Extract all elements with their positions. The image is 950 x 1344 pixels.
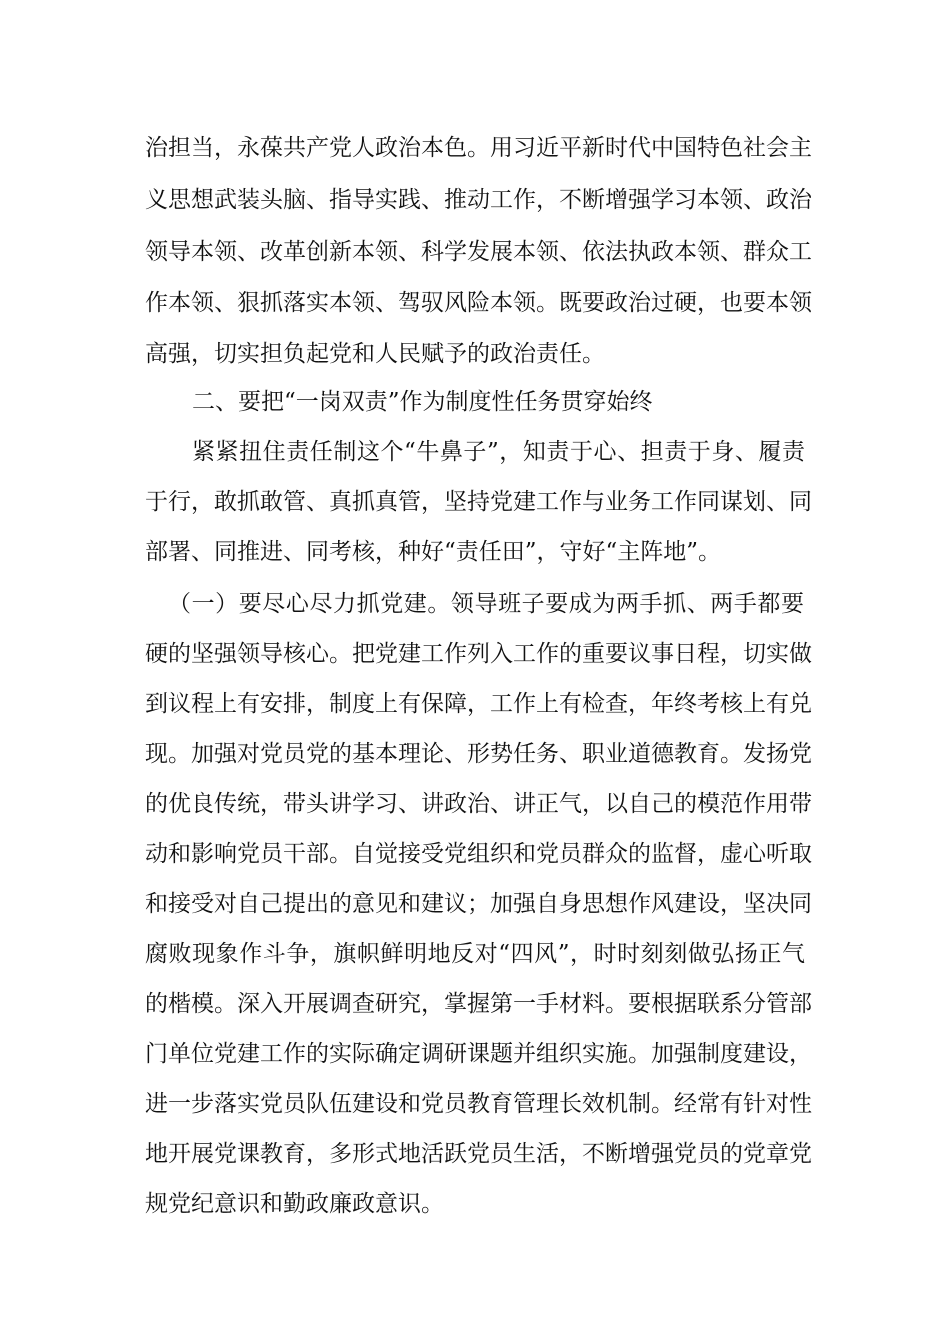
paragraph-line: 门单位党建工作的实际确定调研课题并组织实施。加强制度建设， <box>145 1041 812 1067</box>
paragraph-line: （一）要尽心尽力抓党建。领导班子要成为两手抓、两手都要 <box>168 591 804 617</box>
paragraph-line: 规党纪意识和勤政廉政意识。 <box>145 1191 444 1217</box>
paragraph-line: 高强，切实担负起党和人民赋予的政治责任。 <box>145 341 605 367</box>
paragraph-line: 的优良传统，带头讲学习、讲政治、讲正气，以自己的模范作用带 <box>145 791 812 817</box>
paragraph-line: 现。加强对党员党的基本理论、形势任务、职业道德教育。发扬党 <box>145 741 812 767</box>
paragraph-line: 部署、同推进、同考核，种好“责任田”，守好“主阵地”。 <box>145 539 722 565</box>
paragraph-line: 进一步落实党员队伍建设和党员教育管理长效机制。经常有针对性 <box>145 1091 812 1117</box>
paragraph-line: 地开展党课教育，多形式地活跃党员生活，不断增强党员的党章党 <box>145 1141 812 1167</box>
paragraph-line: 到议程上有安排，制度上有保障，工作上有检查，年终考核上有兑 <box>145 691 812 717</box>
paragraph-line: 作本领、狠抓落实本领、驾驭风险本领。既要政治过硬，也要本领 <box>145 290 812 316</box>
paragraph-line: 腐败现象作斗争，旗帜鲜明地反对“四风”，时时刻刻做弘扬正气 <box>145 941 805 967</box>
paragraph-line: 义思想武装头脑、指导实践、推动工作，不断增强学习本领、政治 <box>145 187 812 213</box>
paragraph-line: 硬的坚强领导核心。把党建工作列入工作的重要议事日程，切实做 <box>145 641 812 667</box>
paragraph-line: 于行，敢抓敢管、真抓真管，坚持党建工作与业务工作同谋划、同 <box>145 489 812 515</box>
paragraph-line: 紧紧扭住责任制这个“牛鼻子”，知责于心、担责于身、履责 <box>192 439 805 465</box>
paragraph-line: 的楷模。深入开展调查研究，掌握第一手材料。要根据联系分管部 <box>145 991 812 1017</box>
paragraph-line: 领导本领、改革创新本领、科学发展本领、依法执政本领、群众工 <box>145 239 812 265</box>
paragraph-line: 和接受对自己提出的意见和建议；加强自身思想作风建设，坚决同 <box>145 891 812 917</box>
section-heading: 二、要把“一岗双责”作为制度性任务贯穿始终 <box>192 389 653 415</box>
paragraph-line: 治担当，永葆共产党人政治本色。用习近平新时代中国特色社会主 <box>145 135 812 161</box>
paragraph-line: 动和影响党员干部。自觉接受党组织和党员群众的监督，虚心听取 <box>145 841 812 867</box>
